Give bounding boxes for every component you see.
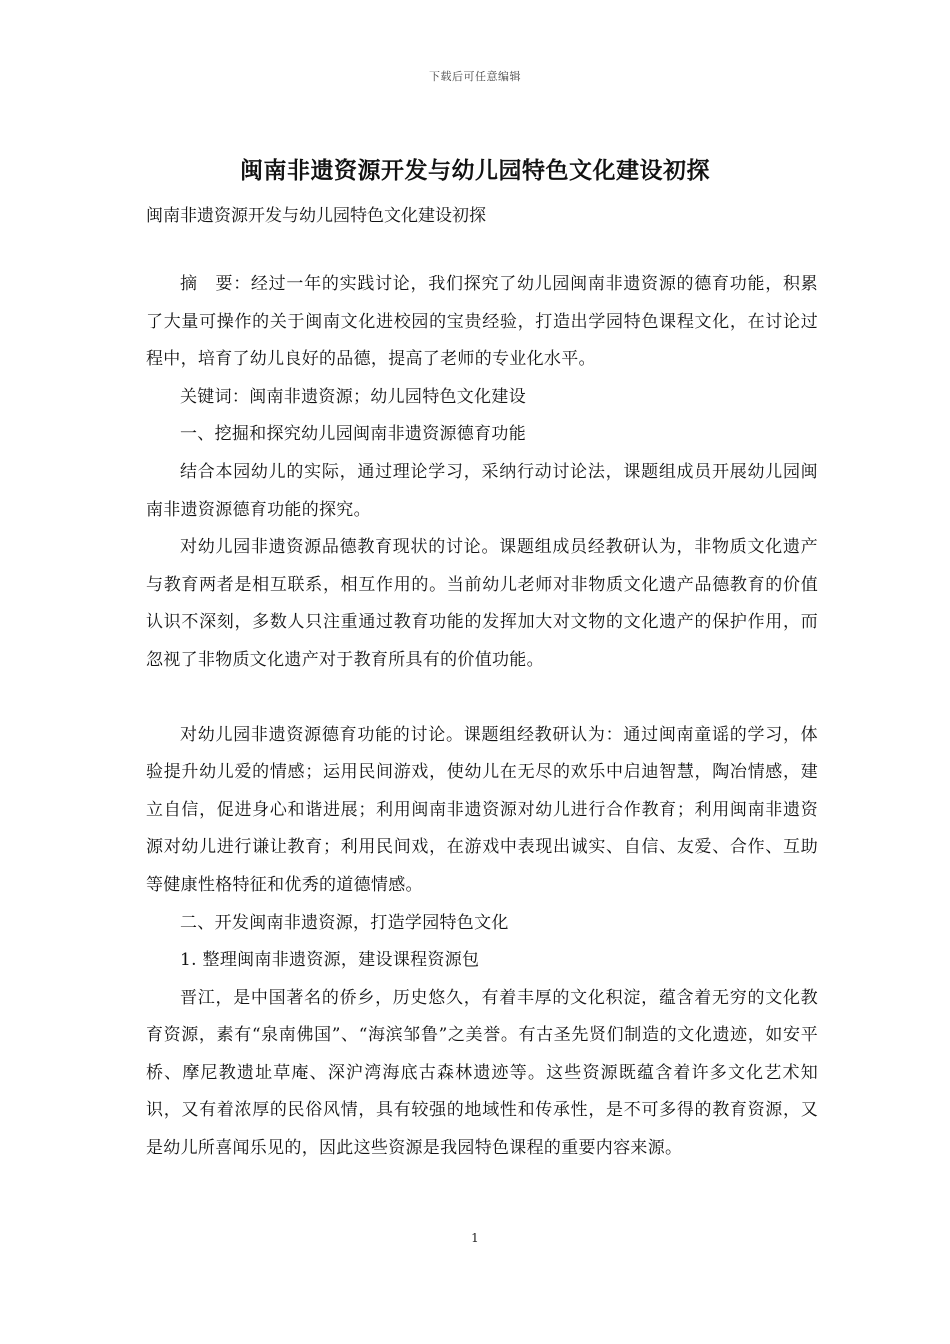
body-paragraph: 对幼儿园非遗资源品德教育现状的讨论。课题组成员经教研认为，非物质文化遗产与教育两者是相互联系，相互作用的。当前幼儿老师对非物质文化遗产品德教育的价值认识不深刻，多数人只注重通过教育功能的发挥加大对文物的文化遗产的保护作用，而忽视了非物质文化遗产对于教育所具有的价值功能。 [146, 537, 818, 670]
body-paragraph: 晋江，是中国著名的侨乡，历史悠久，有着丰厚的文化积淀，蕴含着无穷的文化教育资源，素有“泉南佛国”、“海滨邹鲁”之美誉。有古圣先贤们制造的文化遗迹，如安平桥、摩尼教遗址草庵、深沪湾海底古森林遗迹等。这些资源既蕴含着许多文化艺术知识，又有着浓厚的民俗风情，具有较强的地域性和传承性，是不可多得的教育资源，又是幼儿所喜闻乐见的，因此这些资源是我园特色课程的重要内容来源。 [146, 987, 818, 1159]
document-subtitle: 闽南非遗资源开发与幼儿园特色文化建设初探 [146, 206, 486, 226]
body-paragraph: 结合本园幼儿的实际，通过理论学习，采纳行动讨论法，课题组成员开展幼儿园闽南非遗资源德育功能的探究。 [146, 461, 818, 520]
section-heading-1: 一、挖掘和探究幼儿园闽南非遗资源德育功能 [180, 424, 526, 445]
page-number: 1 [471, 1231, 479, 1245]
document-title: 闽南非遗资源开发与幼儿园特色文化建设初探 [240, 157, 710, 184]
body-paragraph: 对幼儿园非遗资源德育功能的讨论。课题组经教研认为：通过闽南童谣的学习，体验提升幼儿爱的情感；运用民间游戏，使幼儿在无尽的欢乐中启迪智慧，陶冶情感，建立自信，促进身心和谐进展；利用闽南非遗资源对幼儿进行合作教育；利用闽南非遗资源对幼儿进行谦让教育；利用民间戏，在游戏中表现出诚实、自信、友爱、合作、互助等健康性格特征和优秀的道德情感。 [146, 724, 818, 895]
paragraph-gap [146, 680, 818, 717]
keywords-paragraph: 关键词：闽南非遗资源；幼儿园特色文化建设 [180, 386, 526, 407]
section-heading-2: 二、开发闽南非遗资源，打造学园特色文化 [180, 912, 509, 933]
abstract-paragraph: 摘 要：经过一年的实践讨论，我们探究了幼儿园闽南非遗资源的德育功能，积累了大量可操作的关于闽南文化进校园的宝贵经验，打造出学园特色课程文化，在讨论过程中，培育了幼儿良好的品德，提高了老师的专业化水平。 [146, 274, 818, 370]
header-note: 下载后可任意编辑 [429, 70, 521, 83]
subsection-heading-1: 1. 整理闽南非遗资源，建设课程资源包 [180, 950, 480, 971]
document-body [146, 266, 818, 1168]
